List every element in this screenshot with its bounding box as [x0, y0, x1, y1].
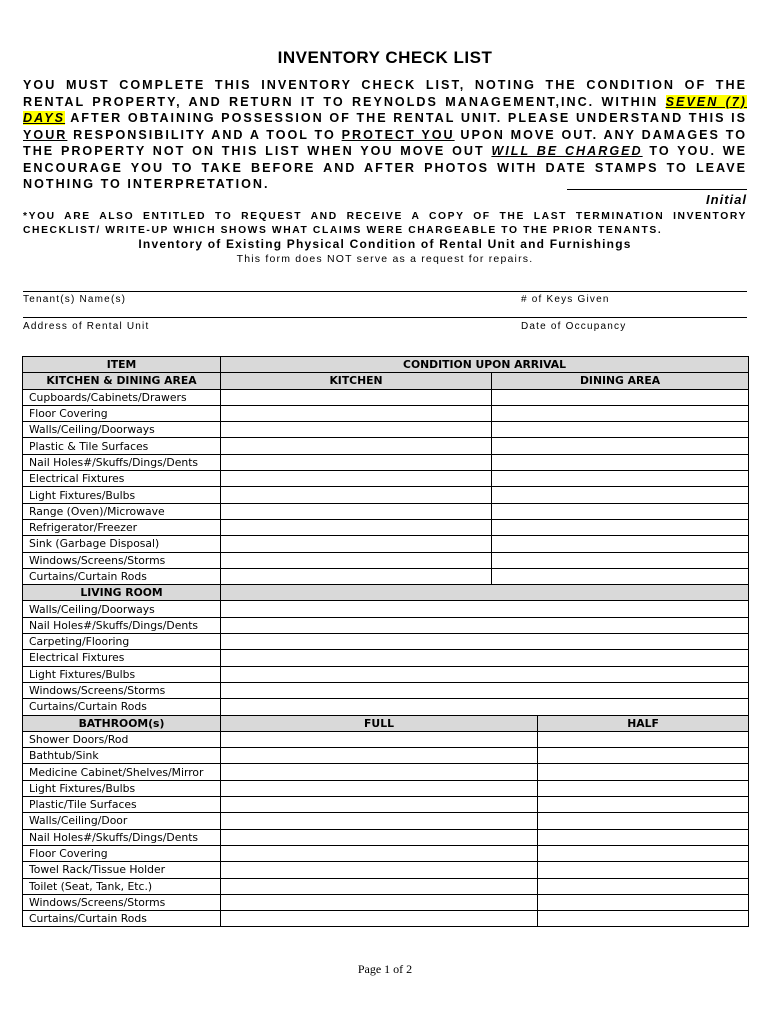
bath-item-row — [23, 797, 749, 813]
dining-condition-cell[interactable] — [492, 389, 749, 405]
bath-item-row — [23, 829, 749, 845]
form-subtitle: Inventory of Existing Physical Condition of Rental Unit and Furnishings — [138, 237, 632, 251]
address-label: Address of Rental Unit — [23, 321, 150, 332]
kitchen-condition-cell[interactable] — [221, 405, 492, 421]
half-bath-condition-cell[interactable] — [538, 780, 749, 796]
full-bath-condition-cell[interactable] — [221, 878, 538, 894]
kitchen-condition-cell[interactable] — [221, 389, 492, 405]
bath-section-row — [23, 715, 749, 731]
item-label: Windows/Screens/Storms — [23, 552, 221, 568]
item-label: Plastic/Tile Surfaces — [23, 797, 221, 813]
living-item-row — [23, 666, 749, 682]
bath-item-row — [23, 748, 749, 764]
instructions-text-4: UPON MOVE OUT. ANY DAMAGES TO THE PROPERTY NOT ON THIS LIST WHEN YOU MOVE OUT — [23, 127, 748, 158]
living-condition-cell[interactable] — [221, 682, 749, 698]
half-bath-condition-cell[interactable] — [538, 829, 749, 845]
living-item-row — [23, 601, 749, 617]
termination-note: *YOU ARE ALSO ENTITLED TO REQUEST AND RECEIVE A COPY OF THE LAST TERMINATION INVENTORY CHECKLIST/ WRITE-UP WHICH SHOWS WHAT CLAIMS WERE CHARGEABLE TO THE PRIOR TENANTS. — [23, 211, 747, 236]
dining-condition-cell[interactable] — [492, 552, 749, 568]
dining-column-header: DINING AREA — [492, 373, 749, 389]
item-label: Windows/Screens/Storms — [23, 682, 221, 698]
item-label: Nail Holes#/Skuffs/Dings/Dents — [23, 829, 221, 845]
table-header-row — [23, 357, 749, 373]
half-bath-condition-cell[interactable] — [538, 748, 749, 764]
keys-given-label: # of Keys Given — [521, 294, 610, 305]
living-item-row — [23, 682, 749, 698]
item-label: Light Fixtures/Bulbs — [23, 666, 221, 682]
item-label: Floor Covering — [23, 845, 221, 861]
kitchen-item-row — [23, 405, 749, 421]
kitchen-column-header: KITCHEN — [221, 373, 492, 389]
item-label: Toilet (Seat, Tank, Etc.) — [23, 878, 221, 894]
item-label: Walls/Ceiling/Doorways — [23, 601, 221, 617]
kitchen-condition-cell[interactable] — [221, 552, 492, 568]
item-label: Carpeting/Flooring — [23, 634, 221, 650]
living-section-label: LIVING ROOM — [23, 585, 221, 601]
dining-condition-cell[interactable] — [492, 503, 749, 519]
item-label: Light Fixtures/Bulbs — [23, 487, 221, 503]
item-label: Towel Rack/Tissue Holder — [23, 862, 221, 878]
living-condition-cell[interactable] — [221, 666, 749, 682]
will-be-charged-emphasis: WILL BE CHARGED — [491, 144, 643, 158]
dining-condition-cell[interactable] — [492, 405, 749, 421]
kitchen-item-row — [23, 487, 749, 503]
item-label: Nail Holes#/Skuffs/Dings/Dents — [23, 617, 221, 633]
living-condition-cell[interactable] — [221, 617, 749, 633]
form-disclaimer: This form does NOT serve as a request for repairs. — [236, 253, 534, 265]
full-bath-condition-cell[interactable] — [221, 764, 538, 780]
item-label: Electrical Fixtures — [23, 650, 221, 666]
full-bath-condition-cell[interactable] — [221, 829, 538, 845]
kitchen-condition-cell[interactable] — [221, 536, 492, 552]
dining-condition-cell[interactable] — [492, 519, 749, 535]
item-label: Curtains/Curtain Rods — [23, 699, 221, 715]
item-label: Range (Oven)/Microwave — [23, 503, 221, 519]
living-item-row — [23, 634, 749, 650]
dining-condition-cell[interactable] — [492, 438, 749, 454]
item-label: Walls/Ceiling/Door — [23, 813, 221, 829]
instructions-text-5: TO YOU. WE ENCOURAGE YOU TO TAKE BEFORE AND AFTER PHOTOS WITH DATE STAMPS TO LEAVE NOTHING TO INTERPRETATION. — [23, 144, 747, 191]
tenant-name-label: Tenant(s) Name(s) — [23, 294, 127, 305]
bath-item-row — [23, 845, 749, 861]
bath-item-row — [23, 911, 749, 927]
dining-condition-cell[interactable] — [492, 487, 749, 503]
page-number: Page 1 of 2 — [357, 962, 413, 976]
item-label: Shower Doors/Rod — [23, 731, 221, 747]
half-bath-condition-cell[interactable] — [538, 813, 749, 829]
living-item-row — [23, 699, 749, 715]
instructions-text-1: YOU MUST COMPLETE THIS INVENTORY CHECK LIST, NOTING THE CONDITION OF THE RENTAL PROPERTY, AND RETURN IT TO REYNOLDS MANAGEMENT,INC. WITHIN — [23, 78, 747, 109]
item-label: Sink (Garbage Disposal) — [23, 536, 221, 552]
protect-you-emphasis: PROTECT YOU — [341, 127, 455, 142]
item-label: Cupboards/Cabinets/Drawers — [23, 389, 221, 405]
item-label: Walls/Ceiling/Doorways — [23, 422, 221, 438]
bath-item-row — [23, 764, 749, 780]
bath-item-row — [23, 862, 749, 878]
living-section-row — [23, 585, 749, 601]
item-label: Plastic & Tile Surfaces — [23, 438, 221, 454]
kitchen-item-row — [23, 503, 749, 519]
half-bath-column-header: HALF — [538, 715, 749, 731]
kitchen-item-row — [23, 552, 749, 568]
item-label: Medicine Cabinet/Shelves/Mirror — [23, 764, 221, 780]
dining-condition-cell[interactable] — [492, 422, 749, 438]
full-bath-condition-cell[interactable] — [221, 813, 538, 829]
kitchen-condition-cell[interactable] — [221, 503, 492, 519]
item-header: ITEM — [23, 357, 221, 373]
initial-label: Initial — [706, 192, 747, 207]
instructions-text-2: AFTER OBTAINING POSSESSION OF THE RENTAL UNIT. PLEASE UNDERSTAND THIS IS — [65, 111, 747, 125]
kitchen-item-row — [23, 438, 749, 454]
seven-days-highlight: SEVEN (7) DAYS — [23, 94, 747, 125]
bath-item-row — [23, 894, 749, 910]
bath-item-row — [23, 731, 749, 747]
full-bath-condition-cell[interactable] — [221, 894, 538, 910]
kitchen-condition-cell[interactable] — [221, 454, 492, 470]
tenant-name-field[interactable] — [23, 291, 747, 292]
instructions-text-3: RESPONSIBILITY AND A TOOL TO — [67, 127, 342, 142]
half-bath-condition-cell[interactable] — [538, 764, 749, 780]
living-condition-cell[interactable] — [221, 634, 749, 650]
kitchen-item-row — [23, 422, 749, 438]
page-title: INVENTORY CHECK LIST — [277, 48, 493, 67]
half-bath-condition-cell[interactable] — [538, 797, 749, 813]
living-item-row — [23, 617, 749, 633]
instructions-paragraph — [23, 77, 747, 193]
dining-condition-cell[interactable] — [492, 471, 749, 487]
bath-section-label: BATHROOM(s) — [23, 715, 221, 731]
half-bath-condition-cell[interactable] — [538, 878, 749, 894]
kitchen-item-row — [23, 454, 749, 470]
living-section-fill — [221, 585, 749, 601]
kitchen-item-row — [23, 568, 749, 584]
kitchen-condition-cell[interactable] — [221, 422, 492, 438]
your-emphasis: YOUR — [23, 127, 68, 142]
kitchen-condition-cell[interactable] — [221, 519, 492, 535]
living-condition-cell[interactable] — [221, 650, 749, 666]
half-bath-condition-cell[interactable] — [538, 894, 749, 910]
half-bath-condition-cell[interactable] — [538, 731, 749, 747]
item-label: Curtains/Curtain Rods — [23, 911, 221, 927]
item-label: Floor Covering — [23, 405, 221, 421]
item-label: Windows/Screens/Storms — [23, 894, 221, 910]
full-bath-column-header: FULL — [221, 715, 538, 731]
item-label: Electrical Fixtures — [23, 471, 221, 487]
kitchen-condition-cell[interactable] — [221, 471, 492, 487]
item-label: Curtains/Curtain Rods — [23, 568, 221, 584]
living-condition-cell[interactable] — [221, 601, 749, 617]
kitchen-item-row — [23, 536, 749, 552]
living-item-row — [23, 650, 749, 666]
item-label: Nail Holes#/Skuffs/Dings/Dents — [23, 454, 221, 470]
occupancy-date-label: Date of Occupancy — [521, 321, 627, 332]
full-bath-condition-cell[interactable] — [221, 748, 538, 764]
half-bath-condition-cell[interactable] — [538, 911, 749, 927]
full-bath-condition-cell[interactable] — [221, 731, 538, 747]
full-bath-condition-cell[interactable] — [221, 862, 538, 878]
inventory-table — [22, 356, 749, 927]
dining-condition-cell[interactable] — [492, 568, 749, 584]
condition-header: CONDITION UPON ARRIVAL — [221, 357, 749, 373]
full-bath-condition-cell[interactable] — [221, 911, 538, 927]
kitchen-condition-cell[interactable] — [221, 487, 492, 503]
full-bath-condition-cell[interactable] — [221, 780, 538, 796]
full-bath-condition-cell[interactable] — [221, 797, 538, 813]
dining-condition-cell[interactable] — [492, 454, 749, 470]
kitchen-item-row — [23, 519, 749, 535]
initial-signature-line[interactable] — [567, 189, 747, 190]
half-bath-condition-cell[interactable] — [538, 862, 749, 878]
bath-item-row — [23, 780, 749, 796]
kitchen-condition-cell[interactable] — [221, 568, 492, 584]
kitchen-condition-cell[interactable] — [221, 438, 492, 454]
half-bath-condition-cell[interactable] — [538, 845, 749, 861]
item-label: Refrigerator/Freezer — [23, 519, 221, 535]
dining-condition-cell[interactable] — [492, 536, 749, 552]
kitchen-section-row — [23, 373, 749, 389]
kitchen-item-row — [23, 471, 749, 487]
kitchen-section-label: KITCHEN & DINING AREA — [23, 373, 221, 389]
bath-item-row — [23, 878, 749, 894]
living-condition-cell[interactable] — [221, 699, 749, 715]
full-bath-condition-cell[interactable] — [221, 845, 538, 861]
kitchen-item-row — [23, 389, 749, 405]
item-label: Bathtub/Sink — [23, 748, 221, 764]
item-label: Light Fixtures/Bulbs — [23, 780, 221, 796]
address-field[interactable] — [23, 317, 747, 318]
bath-item-row — [23, 813, 749, 829]
